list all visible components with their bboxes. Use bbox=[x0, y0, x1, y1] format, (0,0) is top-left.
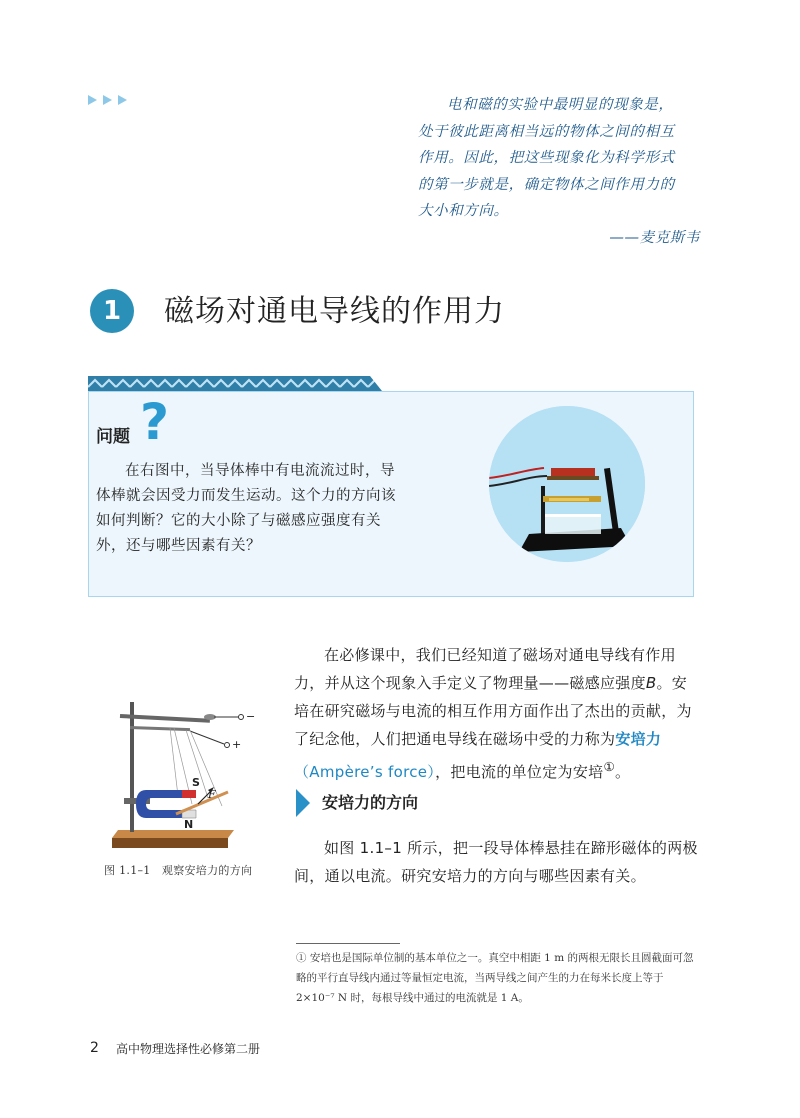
quote-line-4: 的第一步就是，确定物体之间作用力的 bbox=[418, 176, 675, 193]
epigraph-quote bbox=[418, 92, 700, 251]
subheading-marker-icon bbox=[296, 789, 310, 817]
decorative-arrows-icon bbox=[88, 93, 130, 107]
question-text bbox=[96, 459, 408, 559]
question-box-pattern-band bbox=[88, 376, 382, 391]
term-ampere-force: 安培力 bbox=[615, 730, 662, 748]
apparatus-photo bbox=[489, 406, 645, 562]
quote-line-1: 电和磁的实验中最明显的现象是， bbox=[447, 97, 674, 113]
quote-line-5: 大小和方向。 bbox=[418, 203, 509, 219]
figure-label-f: F bbox=[208, 788, 216, 801]
footnote-divider bbox=[296, 943, 400, 944]
term-ampere-force-english: （Ampère’s force） bbox=[294, 763, 436, 781]
body-paragraph-1: 在必修课中，我们已经知道了磁场对通电导线有作用力，并从这个现象入手定义了物理量——磁感应强度B。安培在研究磁场与电流的相互作用方面作出了杰出的贡献，为了纪念他，人们把通电导线在磁场中受的力称为安培力（Ampère’s force），把电流的单位定为安培①。 bbox=[294, 646, 692, 781]
quote-author: ——麦克斯韦 bbox=[609, 229, 700, 246]
question-paragraph: 在右图中，当导体棒中有电流流过时，导体棒就会因受力而发生运动。这个力的方向该如何判断？它的大小除了与磁感应强度有关外，还与哪些因素有关？ bbox=[96, 463, 396, 554]
question-label: 问题 bbox=[96, 427, 130, 447]
body-paragraph-2: 如图 1.1–1 所示，把一段导体棒悬挂在蹄形磁体的两极间，通以电流。研究安培力的方向与哪些因素有关。 bbox=[294, 839, 698, 885]
footnote: ① 安培也是国际单位制的基本单位之一。真空中相距 1 m 的两根无限长且圆截面可忽略的平行直导线内通过等量恒定电流，当两导线之间产生的力在每米长度上等于 2×10⁻⁷ N 时，每根导线中通过的电流就是 1 A。 bbox=[296, 952, 694, 1004]
figure-caption: 图 1.1–1 观察安培力的方向 bbox=[104, 864, 253, 877]
quote-line-3: 作用。因此，把这些现象化为科学形式 bbox=[418, 150, 675, 166]
quote-line-2: 处于彼此距离相当远的物体之间的相互 bbox=[418, 123, 675, 140]
subheading-ampere-direction: 安培力的方向 bbox=[322, 793, 419, 812]
book-title: 高中物理选择性必修第二册 bbox=[116, 1042, 261, 1056]
section-number-badge: 1 bbox=[90, 289, 134, 333]
section-title: 磁场对通电导线的作用力 bbox=[164, 294, 505, 329]
figure-label-s: S bbox=[192, 776, 200, 789]
page-number: 2 bbox=[90, 1040, 99, 1056]
figure-label-plus: + bbox=[232, 738, 242, 751]
question-mark-icon: ? bbox=[140, 393, 170, 451]
figure-label-minus: − bbox=[246, 710, 256, 723]
figure-label-n: N bbox=[184, 818, 194, 831]
figure-apparatus-diagram bbox=[100, 686, 280, 862]
footnote-ref[interactable]: ① bbox=[603, 759, 615, 774]
